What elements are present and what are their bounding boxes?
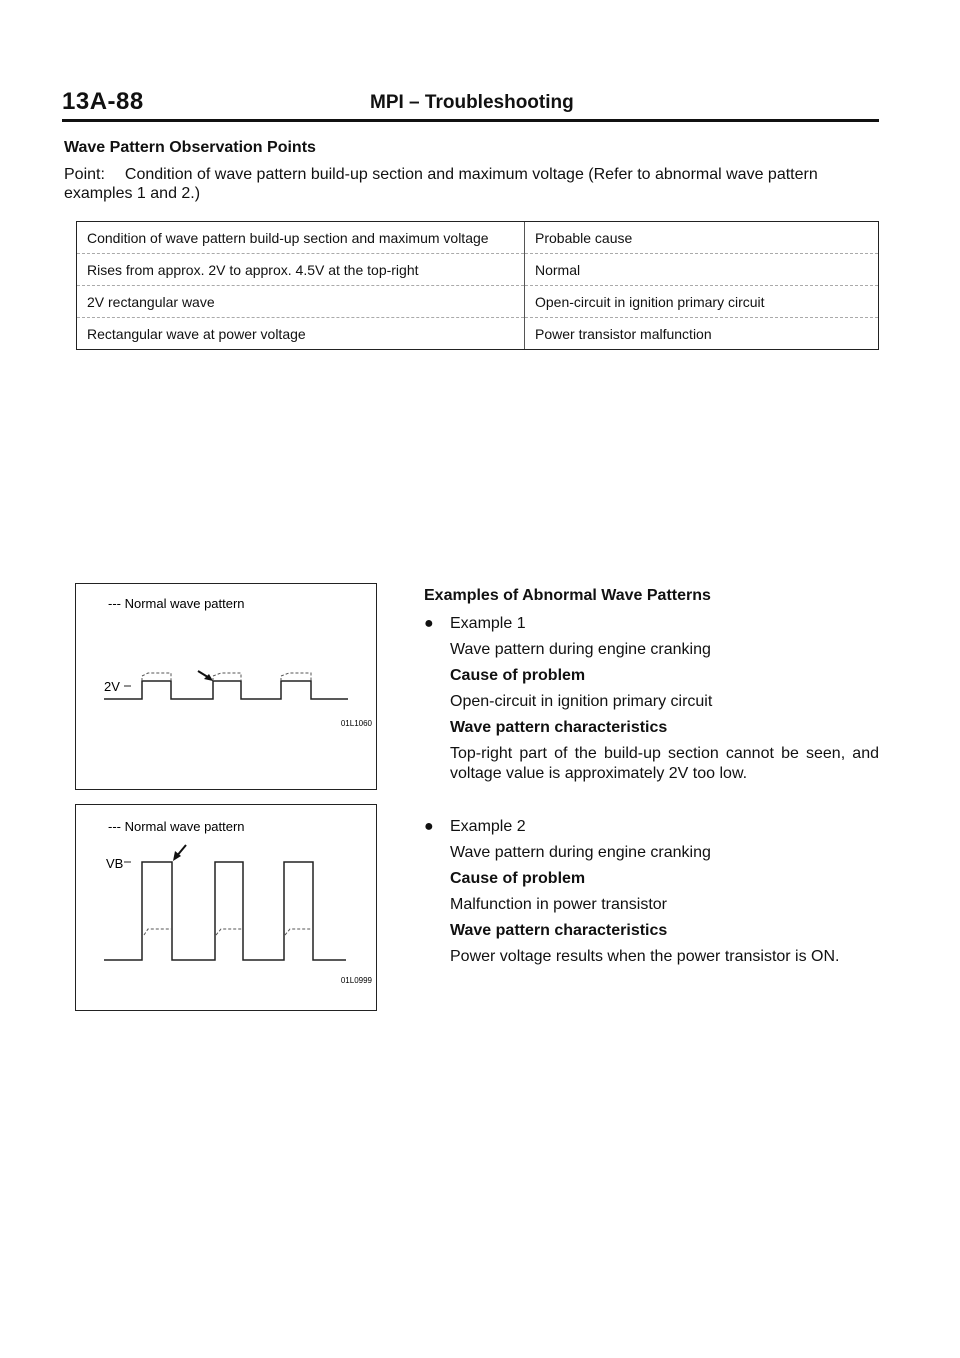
intro-paragraph bbox=[64, 165, 880, 203]
figure-legend: --- Normal wave pattern bbox=[108, 819, 245, 834]
cause-text: Malfunction in power transistor bbox=[450, 896, 667, 913]
example-label: Example 2 bbox=[450, 818, 526, 835]
characteristics-text: Power voltage results when the power transistor is ON. bbox=[450, 948, 840, 965]
point-label: Point: bbox=[64, 166, 105, 183]
example-condition: Wave pattern during engine cranking bbox=[450, 844, 711, 861]
bullet-icon: ● bbox=[424, 818, 434, 835]
observation-table bbox=[76, 221, 879, 350]
characteristics-heading: Wave pattern characteristics bbox=[450, 719, 668, 736]
wave-figure-example-1 bbox=[75, 583, 377, 790]
figure-code: 01L0999 bbox=[340, 976, 372, 985]
example-1 bbox=[424, 611, 879, 784]
characteristics-heading: Wave pattern characteristics bbox=[450, 922, 668, 939]
section-title: Wave Pattern Observation Points bbox=[64, 139, 316, 156]
wave-diagram-1 bbox=[76, 584, 376, 789]
page-header-title: MPI – Troubleshooting bbox=[370, 92, 574, 113]
table-cell: Rises from approx. 2V to approx. 4.5V at the top-right bbox=[77, 254, 525, 286]
point-text: Condition of wave pattern build-up section and maximum voltage (Refer to abnormal wave pattern examples 1 and 2.) bbox=[64, 166, 818, 202]
example-label: Example 1 bbox=[450, 615, 526, 632]
normal-wave-pulse bbox=[142, 673, 171, 681]
normal-wave-pulse bbox=[213, 673, 241, 681]
normal-wave-pulse bbox=[285, 929, 313, 935]
table-row bbox=[77, 286, 879, 318]
abnormal-wave-line bbox=[104, 862, 346, 960]
examples-title: Examples of Abnormal Wave Patterns bbox=[424, 587, 711, 604]
table-row bbox=[77, 318, 879, 350]
example-condition: Wave pattern during engine cranking bbox=[450, 641, 711, 658]
table-row bbox=[77, 254, 879, 286]
examples-section bbox=[424, 583, 879, 967]
page-number: 13A-88 bbox=[62, 88, 144, 115]
cause-text: Open-circuit in ignition primary circuit bbox=[450, 693, 713, 710]
table-header-cell: Probable cause bbox=[525, 222, 879, 254]
level-label-2v: 2V bbox=[104, 679, 120, 694]
figure-code: 01L1060 bbox=[340, 719, 372, 728]
normal-wave-pulse bbox=[216, 929, 243, 935]
example-2 bbox=[424, 814, 879, 967]
figure-legend: --- Normal wave pattern bbox=[108, 596, 245, 611]
header-rule bbox=[62, 119, 879, 122]
characteristics-text: Top-right part of the build-up section cannot be seen, and voltage value is approximately 2V too low. bbox=[450, 745, 879, 782]
abnormal-wave-line bbox=[104, 681, 348, 699]
table-cell: Normal bbox=[525, 254, 879, 286]
normal-wave-pulse bbox=[281, 673, 311, 681]
normal-wave-pulse bbox=[144, 929, 172, 935]
bullet-icon: ● bbox=[424, 615, 434, 632]
table-cell: Power transistor malfunction bbox=[525, 318, 879, 350]
table-cell: Rectangular wave at power voltage bbox=[77, 318, 525, 350]
table-cell: Open-circuit in ignition primary circuit bbox=[525, 286, 879, 318]
table-header-row bbox=[77, 222, 879, 254]
wave-diagram-2 bbox=[76, 805, 376, 1010]
cause-heading: Cause of problem bbox=[450, 870, 586, 887]
table-cell: 2V rectangular wave bbox=[77, 286, 525, 318]
level-label-vb: VB bbox=[106, 856, 124, 871]
cause-heading: Cause of problem bbox=[450, 667, 586, 684]
wave-figure-example-2 bbox=[75, 804, 377, 1011]
table-header-cell: Condition of wave pattern build-up section and maximum voltage bbox=[77, 222, 525, 254]
